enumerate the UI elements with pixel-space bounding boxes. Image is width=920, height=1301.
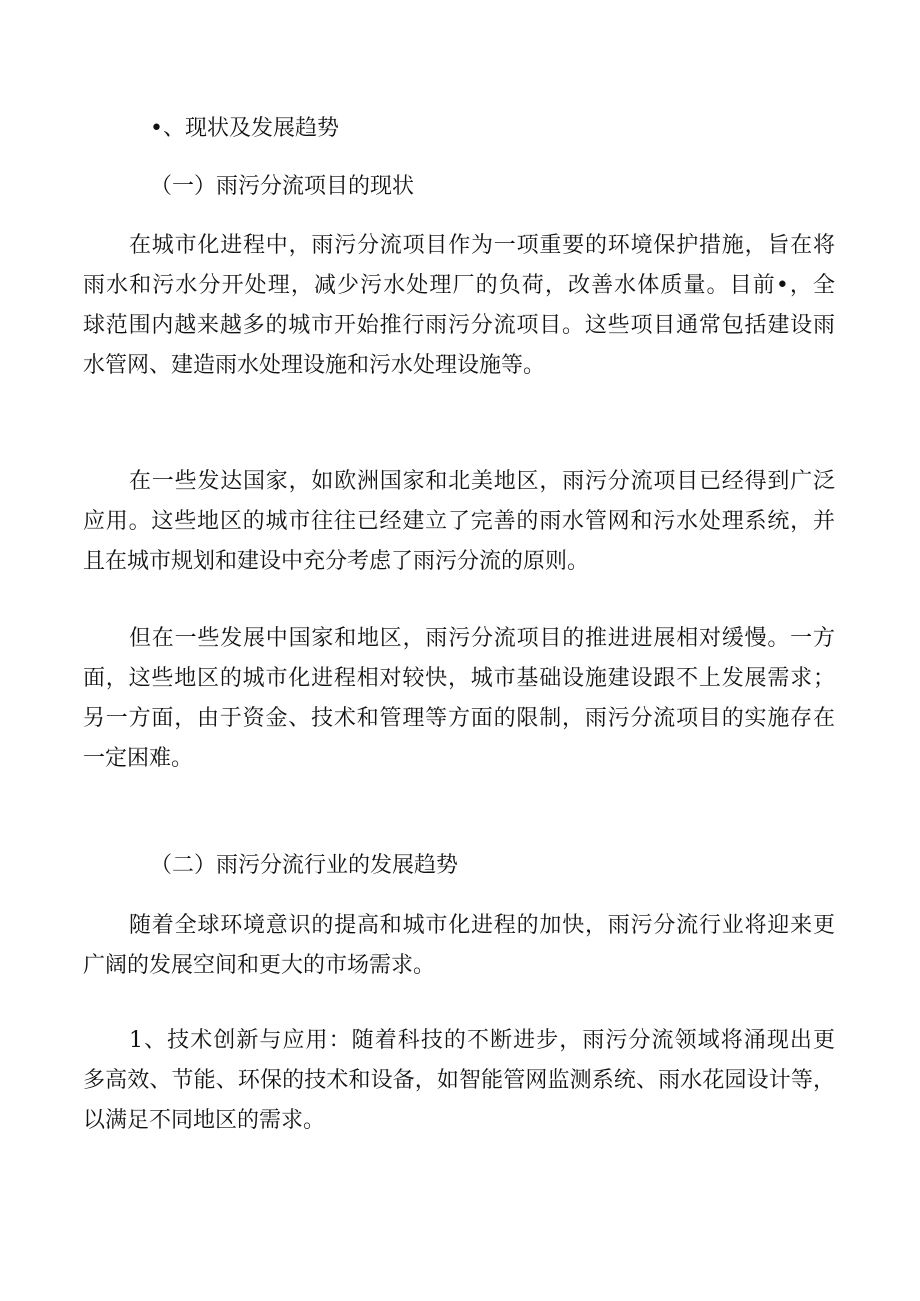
paragraph-line: 面，这些地区的城市化进程相对较快，城市基础设施建设跟不上发展需求； [83, 666, 835, 691]
paragraph-line: 球范围内越来越多的城市开始推行雨污分流项目。这些项目通常包括建设雨 [83, 313, 835, 338]
paragraph-line: 多高效、节能、环保的技术和设备，如智能管网监测系统、雨水花园设计等， [83, 1068, 835, 1093]
paragraph-line: 应用。这些地区的城市往往已经建立了完善的雨水管网和污水处理系统，并 [83, 509, 835, 534]
subsection-title-status: （一）雨污分流项目的现状 [150, 174, 415, 199]
paragraph-line: 雨水和污水分开处理，减少污水处理厂的负荷，改善水体质量。目前•，全 [83, 273, 835, 298]
paragraph-line: 1、技术创新与应用：随着科技的不断进步，雨污分流领域将涌现出更 [129, 1028, 835, 1053]
paragraph-status-intro [83, 226, 835, 386]
paragraph-trends-intro [83, 906, 835, 986]
paragraph-line: 在一些发达国家，如欧洲国家和北美地区，雨污分流项目已经得到广泛 [129, 469, 835, 494]
section-title: •、现状及发展趋势 [150, 116, 339, 141]
paragraph-line: 且在城市规划和建设中充分考虑了雨污分流的原则。 [83, 549, 590, 574]
paragraph-line: 但在一些发展中国家和地区，雨污分流项目的推进进展相对缓慢。一方 [129, 626, 835, 651]
subsection-title-trends: （二）雨污分流行业的发展趋势 [150, 853, 459, 878]
paragraph-line: 随着全球环境意识的提高和城市化进程的加快，雨污分流行业将迎来更 [129, 913, 835, 938]
paragraph-developed-countries [83, 462, 835, 582]
paragraph-line: 水管网、建造雨水处理设施和污水处理设施等。 [83, 353, 546, 378]
paragraph-line: 在城市化进程中，雨污分流项目作为一项重要的环境保护措施，旨在将 [129, 233, 835, 258]
paragraph-developing-countries [83, 619, 835, 779]
paragraph-line: 一定困难。 [83, 746, 194, 771]
paragraph-line: 另一方面，由于资金、技术和管理等方面的限制，雨污分流项目的实施存在 [83, 706, 835, 731]
paragraph-line: 广阔的发展空间和更大的市场需求。 [83, 953, 436, 978]
paragraph-tech-innovation [83, 1021, 835, 1141]
paragraph-line: 以满足不同地区的需求。 [83, 1108, 326, 1133]
